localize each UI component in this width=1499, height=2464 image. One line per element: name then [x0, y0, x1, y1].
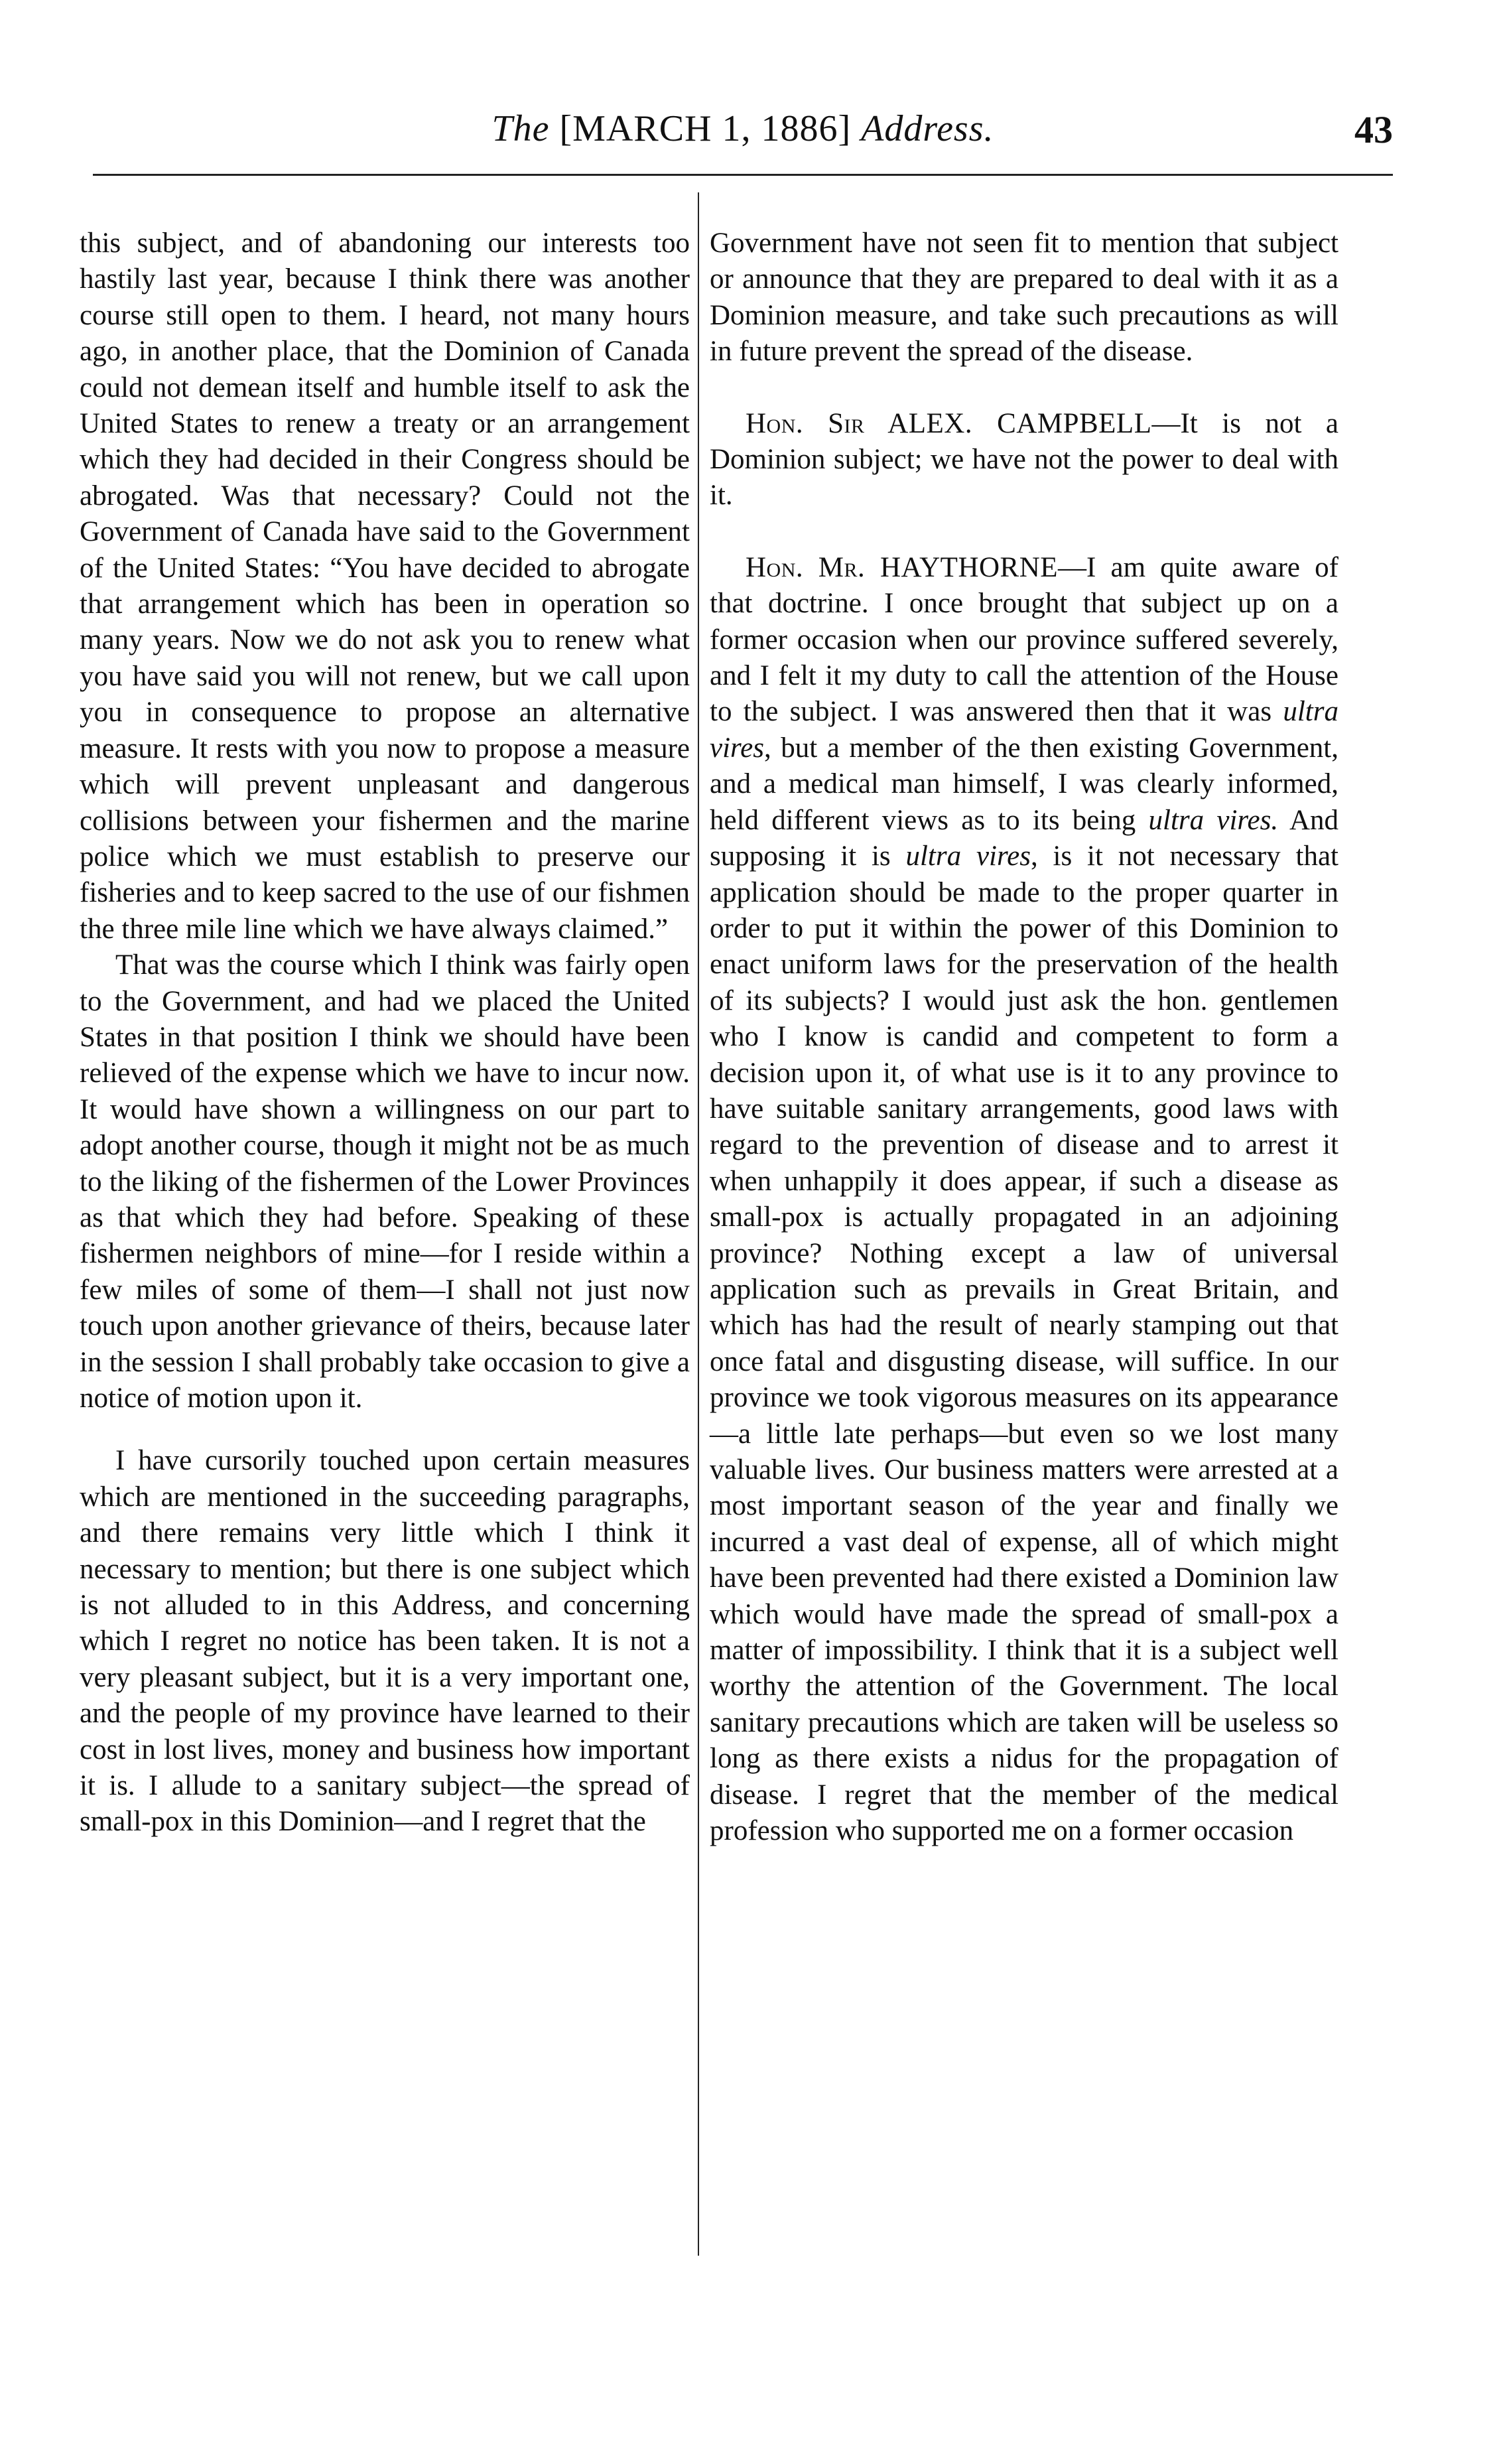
speech-text: , is it not necessary that application should be made to the proper quarter in order to put it within the power of this Dominion to enact uniform laws for the preservation of the health of its subjects? I would just ask the hon. gentlemen who I know is candid and competent to form a decision upon it, of what use is it to any province to have suitable sanitary arrangements, good laws with regard to the prevention of disease and to arrest it when unhappily it does appear, if such a disease as small-pox is actually propagated in an adjoining province? Nothing except a law of universal application such as prevails in Great Britain, and which has had the result of nearly stamping out that once fatal and disgusting disease, will suffice. In our province we took vigorous measures on its appearance—a little late perhaps—but even so we lost many valuable lives. Our business matters were arrested at a most important season of the year and finally we incurred a vast deal of expense, all of which might have been prevented had there existed a Dominion law which would have made the spread of small-pox a matter of impossibility. I think that it is a subject well worthy the attention of the Government. The local sanitary precautions which are taken will be useless so long as there exists a nidus for the propagation of disease. I regret that the member of the medical profession who supported me on a former occasion	[710, 841, 1338, 1847]
latin-term: ultra vires.	[1148, 804, 1279, 836]
latin-term: ultra vires	[710, 696, 1338, 764]
title-suffix: Address.	[861, 108, 994, 149]
speech-text: And supposing it is	[710, 804, 1339, 872]
page-number: 43	[1354, 108, 1393, 151]
paragraph: That was the course which I think was fairly open to the Government, and had we placed the United States in that position I think we should have been relieved of the expense which we have to incur now. It would have shown a willingness on our part to adopt another course, though it might not be as much to the liking of the fishermen of the Lower Provinces as that which they had before. Speaking of these fishermen neighbors of mine—for I reside within a few miles of some of them—I shall not just now touch upon another grievance of theirs, because later in the session I shall probably take occasion to give a notice of motion upon it.	[80, 949, 690, 1414]
right-column	[710, 226, 1338, 1849]
speech-text: —It is not a Dominion subject; we have not the power to deal with it.	[710, 407, 1338, 512]
paragraph: I have cursorily touched upon certain measures which are mentioned in the succeeding paragraphs, and there remains very little which I think it necessary to mention; but there is one subject which is not alluded to in this Address, and concerning which I regret no notice has been taken. It is not a very pleasant subject, but it is a very important one, and the people of my province have learned to their cost in lost lives, money and business how important it is. I allude to a sanitary subject—the spread of small-pox in this Dominion—and I regret that the	[80, 1445, 690, 1838]
speech-haythorne	[710, 550, 1338, 1850]
speech-text: —I am quite aware of that doctrine. I once brought that subject up on a former occasion when our province suffered severely, and I felt it my duty to call the attention of the House to the subject. I was answered then that it was	[710, 551, 1338, 728]
paragraph: this subject, and of abandoning our interests too hastily last year, because I think there was another course still open to them. I heard, not many hours ago, in another place, that the Dominion of Canada could not demean itself and humble itself to ask the United States to renew a treaty or an arrangement which they had decided in their Congress should be abrogated. Was that necessary? Could not the Government of Canada have said to the Government of the United States: “You have decided to abrogate that arrangement which has been in operation so many years. Now we do not ask you to renew what you have said you will not renew, but we call upon you in consequence to propose an alternative measure. It rests with you now to propose a measure which will prevent unpleasant and dangerous collisions between your fishermen and the marine police which we must establish to preserve our fisheries and to keep sacred to the use of our fishmen the three mile line which we have always claimed.”	[80, 228, 690, 945]
left-column	[80, 226, 690, 1840]
header-rule	[93, 174, 1393, 176]
paragraph: Government have not seen fit to mention that subject or announce that they are prepared to deal with it as a Dominion measure, and take such precautions as will in future prevent the spread of the disease.	[710, 228, 1338, 368]
paragraph-gap	[710, 514, 1338, 550]
running-title	[93, 107, 1393, 150]
title-date: [MARCH 1, 1886]	[559, 108, 852, 149]
speech-campbell	[710, 406, 1338, 514]
paragraph-gap	[80, 1416, 690, 1443]
speaker-name: Hon. Sir ALEX. CAMPBELL	[746, 407, 1152, 439]
column-divider	[698, 192, 699, 2256]
speech-text: , but a member of the then existing Government, and a medical man himself, I was clearly informed, held different views as to its being	[710, 732, 1338, 836]
speaker-name: Hon. Mr. HAYTHORNE	[746, 551, 1059, 583]
title-prefix: The	[491, 108, 550, 149]
latin-term: ultra vires	[905, 841, 1031, 872]
running-header	[93, 107, 1393, 161]
paragraph-gap	[710, 370, 1338, 406]
